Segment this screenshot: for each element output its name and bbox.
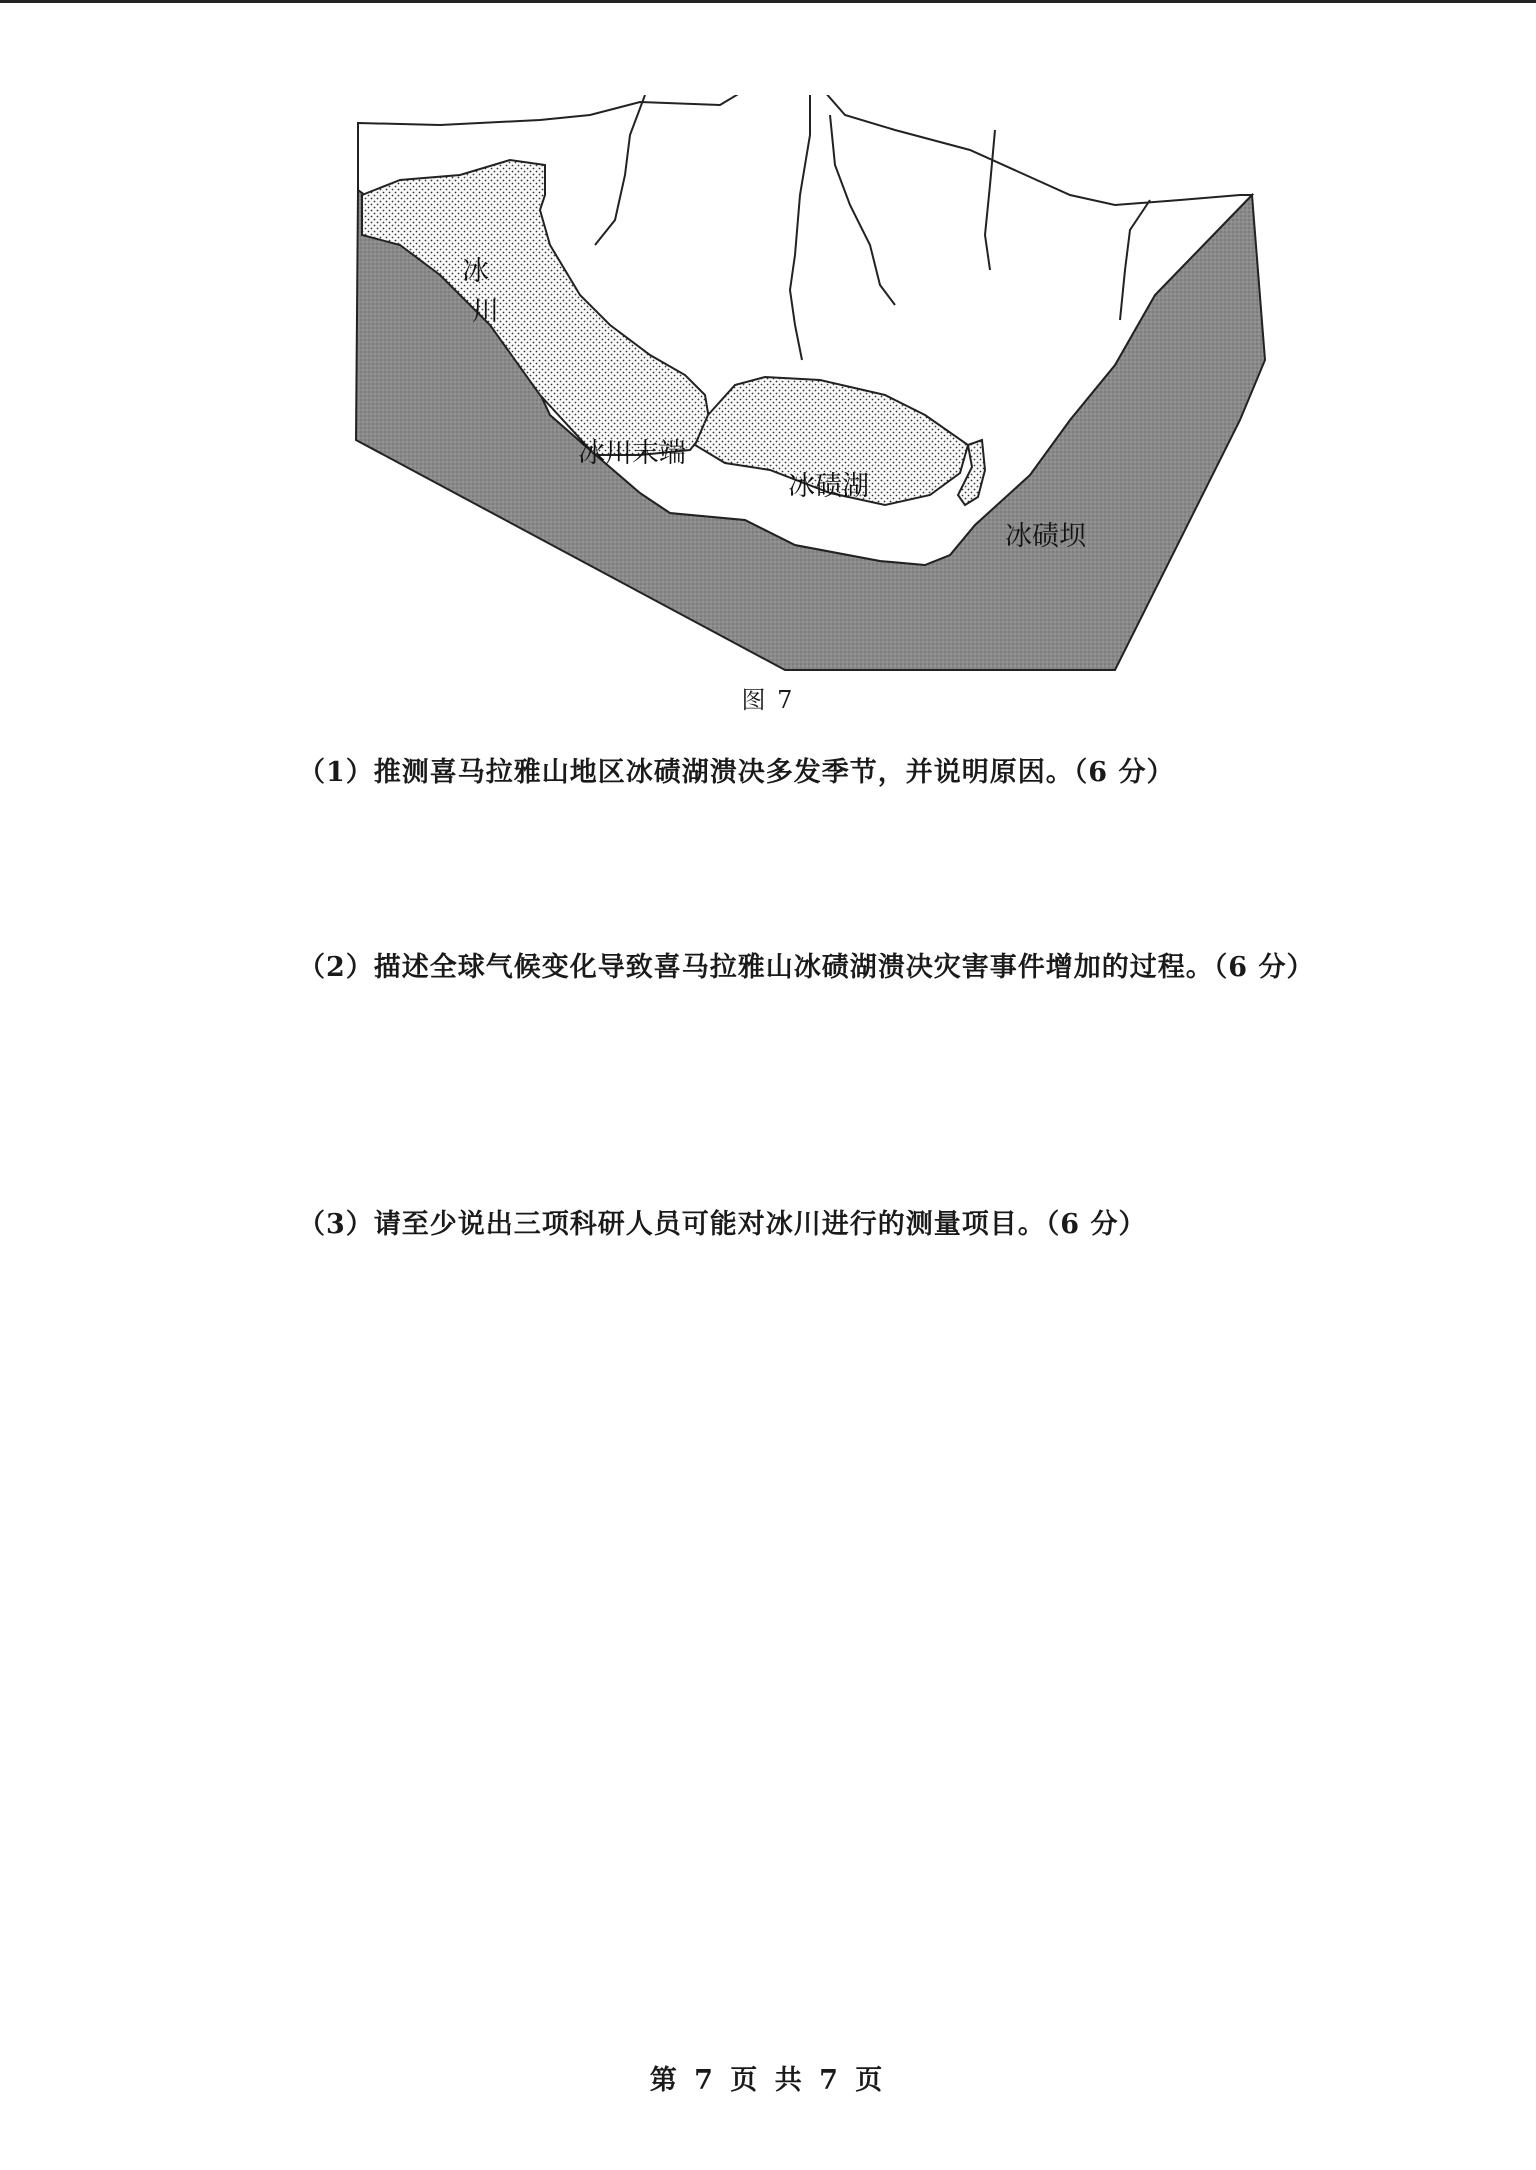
question-1: （1）推测喜马拉雅山地区冰碛湖溃决多发季节，并说明原因。（6 分） [298,757,1175,788]
glacier-terminus-label: 冰川末端 [578,438,686,469]
page-footer: 第 7 页 共 7 页 [649,2065,887,2096]
figure-caption: 图 7 [741,686,795,714]
glacier-label-line2: 川 [472,296,499,327]
glacier-label-line1: 冰 [462,256,489,287]
question-3: （3）请至少说出三项科研人员可能对冰川进行的测量项目。（6 分） [298,1209,1147,1240]
moraine-dam-label: 冰碛坝 [1005,521,1086,552]
glacier-block-diagram [340,95,1280,675]
scan-top-border [0,0,1536,3]
question-2: （2）描述全球气候变化导致喜马拉雅山冰碛湖溃决灾害事件增加的过程。（6 分） [298,952,1315,983]
moraine-lake-label: 冰碛湖 [788,471,869,502]
